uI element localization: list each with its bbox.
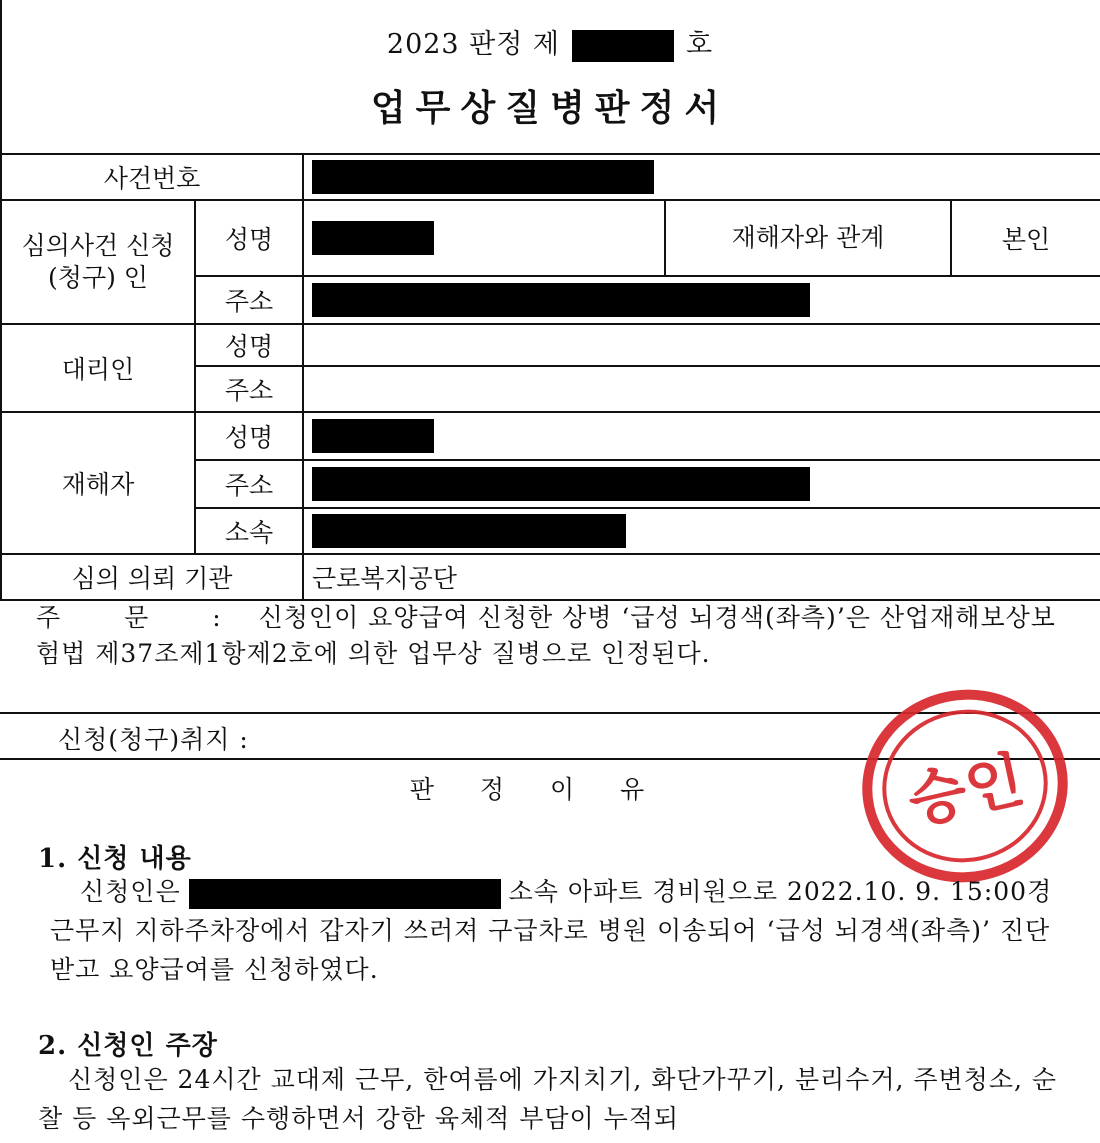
agent-label: 대리인 — [1, 324, 195, 412]
redacted-victim-address — [312, 467, 810, 501]
case-number-label: 사건번호 — [1, 154, 303, 200]
victim-name-row — [1, 412, 1100, 460]
requesting-agency-label: 심의 의뢰 기관 — [1, 554, 303, 600]
applicant-address-label: 주소 — [195, 276, 303, 324]
agent-name-label: 성명 — [195, 324, 303, 366]
victim-name-value — [303, 412, 1100, 460]
document-title: 업무상질병판정서 — [370, 87, 730, 129]
victim-label: 재해자 — [1, 412, 195, 554]
applicant-address-value — [303, 276, 1100, 324]
requesting-agency-value: 근로복지공단 — [303, 554, 1100, 600]
victim-affiliation-label: 소속 — [195, 508, 303, 554]
section-1-text-start: 신청인은 — [80, 877, 181, 906]
victim-address-label: 주소 — [195, 460, 303, 508]
applicant-name-row — [1, 200, 1100, 276]
redacted-victim-affiliation — [312, 514, 626, 548]
requesting-agency-row — [1, 554, 1100, 600]
claim-purpose-label: 신청(청구)취지 : — [58, 725, 249, 754]
applicant-label: 심의사건 신청(청구) 인 — [1, 200, 195, 324]
redacted-applicant-name — [312, 221, 434, 255]
victim-name-label: 성명 — [195, 412, 303, 460]
agent-name-row — [1, 324, 1100, 366]
decision-number-suffix: 호 — [686, 29, 714, 60]
section-1-title: 1. 신청 내용 — [38, 844, 192, 874]
order-section — [36, 600, 1076, 672]
order-label: 주 문 : — [36, 603, 249, 632]
applicant-name-label: 성명 — [195, 200, 303, 276]
relationship-value: 본인 — [951, 200, 1100, 276]
section-1-body — [50, 872, 1070, 989]
redacted-case-number — [312, 160, 654, 194]
relationship-label: 재해자와 관계 — [665, 200, 951, 276]
agent-name-value — [303, 324, 1100, 366]
section-1-text-rest: 소속 아파트 경비원으로 2022.10. 9. 15:00경 근무지 지하주차장에서 갑자기 쓰러져 구급차로 병원 이송되어 ‘급성 뇌경색(좌측)’ 진단받고 요양급여를 신청하였다. — [50, 877, 1053, 984]
decision-number-prefix: 2023 판정 제 — [386, 29, 561, 60]
stamp-text: 승인 — [902, 744, 1031, 838]
redacted-applicant-address — [312, 283, 810, 317]
case-info-table — [0, 153, 1100, 601]
order-text: 신청인이 요양급여 신청한 상병 ‘급성 뇌경색(좌측)’은 산업재해보상보험법 제37조제1항제2호에 의한 업무상 질병으로 인정된다. — [36, 603, 1056, 668]
victim-affiliation-value — [303, 508, 1100, 554]
approval-stamp — [844, 671, 1085, 902]
redacted-decision-number — [572, 30, 674, 62]
case-number-value — [303, 154, 1100, 200]
section-2-body: 신청인은 24시간 교대제 근무, 한여름에 가지치기, 화단가꾸기, 분리수거, 주변청소, 순찰 등 옥외근무를 수행하면서 강한 육체적 부담이 누적되 — [38, 1065, 1058, 1133]
victim-address-value — [303, 460, 1100, 508]
agent-address-value — [303, 366, 1100, 412]
reasons-heading: 판정이유 — [409, 775, 691, 804]
section-2-title: 2. 신청인 주장 — [38, 1031, 218, 1061]
case-number-row — [1, 154, 1100, 200]
agent-address-label: 주소 — [195, 366, 303, 412]
redacted-victim-name — [312, 419, 434, 453]
applicant-name-value — [303, 200, 665, 276]
decision-number-line — [0, 22, 1100, 62]
redacted-company-name — [189, 879, 501, 909]
